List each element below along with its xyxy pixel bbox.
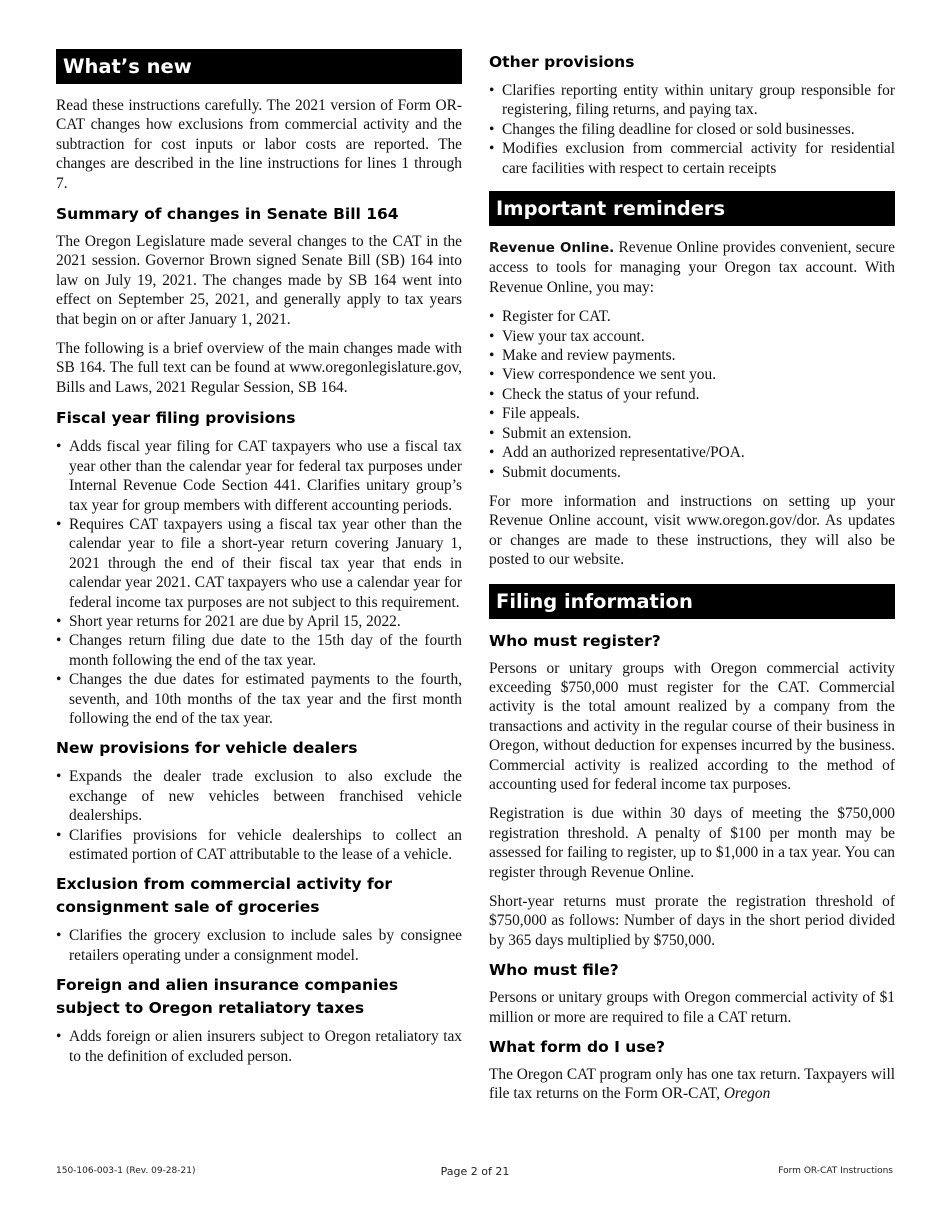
fiscal-list [56, 437, 462, 728]
whats-new-intro: Read these instructions carefully. The 2021 version of Form OR-CAT changes how exclusions from commercial activity and the subtraction for cost inputs or labor costs are reported. The changes are described in the line instructions for lines 1 through 7. [56, 97, 462, 192]
list-item: • Requires CAT taxpayers using a fiscal tax year other than the calendar year to file a short-year return covering January 1, 2021 through the end of their fiscal tax year that ends in calendar year 2021. CAT taxpayers who use a calendar year for federal income tax purposes are not subject to this requirement. [56, 515, 462, 612]
footer-form-code: 150-106-003-1 (Rev. 09-28-21) [56, 1166, 196, 1176]
sb164-heading: Summary of changes in Senate Bill 164 [56, 205, 399, 224]
list-item: • Clarifies the grocery exclusion to include sales by consignee retailers operating under a consignment model. [56, 926, 462, 965]
who-must-file-heading: Who must file? [489, 961, 619, 980]
list-item: • Register for CAT. [489, 307, 895, 326]
insurance-list [56, 1027, 462, 1066]
list-item: • Add an authorized representative/POA. [489, 443, 895, 462]
what-form-paragraph [489, 1065, 895, 1104]
who-must-register-heading: Who must register? [489, 631, 661, 650]
footer-page-number: Page 2 of 21 [440, 1165, 510, 1178]
consignment-heading: Exclusion from commercial activity for consignment sale of groceries [56, 875, 393, 917]
revenue-online-paragraph [489, 238, 895, 297]
list-item: • View correspondence we sent you. [489, 365, 895, 384]
more-info-paragraph: For more information and instructions on setting up your Revenue Online account, visit www.oregon.gov/dor. As updates or changes are made to these instructions, they will also be posted to our website. [489, 492, 895, 569]
list-item: • Adds foreign or alien insurers subject to Oregon retaliatory tax to the definition of excluded person. [56, 1027, 462, 1066]
list-item: • Clarifies provisions for vehicle dealerships to collect an estimated portion of CAT attributable to the lease of a vehicle. [56, 826, 462, 865]
revenue-online-list [489, 307, 895, 482]
filing-information-banner: Filing information [489, 584, 895, 619]
list-item: • Check the status of your refund. [489, 385, 895, 404]
list-item: • Make and review payments. [489, 346, 895, 365]
list-item: • Submit documents. [489, 463, 895, 482]
left-column [56, 49, 462, 1066]
sb164-paragraph-1: The Oregon Legislature made several changes to the CAT in the 2021 session. Governor Brown signed Senate Bill (SB) 164 into law on July 19, 2021. The changes made by SB 164 went into effect on September 25, 2021, and generally apply to tax years that begin on or after January 1, 2021. [56, 233, 462, 328]
register-paragraph-3: Short-year returns must prorate the registration threshold of $750,000 as follows: Number of days in the short period divided by 365 days multiplied by $750,000. [489, 893, 895, 949]
list-item: • Short year returns for 2021 are due by April 15, 2022. [56, 612, 462, 631]
revenue-online-lead: Revenue Online. [489, 240, 615, 257]
list-item: • Submit an extension. [489, 424, 895, 443]
list-item: • Changes the filing deadline for closed or sold businesses. [489, 120, 895, 139]
what-form-heading: What form do I use? [489, 1038, 666, 1057]
revenue-online-text: Revenue Online provides convenient, secure access to tools for managing your Oregon tax account. With Revenue Online, you may: [489, 239, 895, 296]
other-provisions-heading: Other provisions [489, 53, 635, 71]
register-paragraph-1: Persons or unitary groups with Oregon commercial activity exceeding $750,000 must register for the CAT. Commercial activity is the total amount realized by a company from the transactions and activity in the regular course of their business in Oregon, without deduction for expenses incurred by the business. Commercial activity is realized according to the method of accounting used for federal income tax purposes. [489, 659, 895, 793]
footer-document-name: Form OR-CAT Instructions [778, 1166, 893, 1176]
list-item: • Adds fiscal year filing for CAT taxpayers who use a fiscal tax year other than the calendar year for federal tax purposes under Internal Revenue Code Section 441. Clarifies unitary group’s tax year for group members with different accounting periods. [56, 437, 462, 515]
fiscal-heading: Fiscal year filing provisions [56, 409, 296, 428]
list-item: • Changes the due dates for estimated payments to the fourth, seventh, and 10th months of the tax year and the first month following the end of the tax year. [56, 670, 462, 728]
what-form-italic: Oregon [723, 1085, 771, 1103]
consignment-list [56, 926, 462, 965]
sb164-paragraph-2: The following is a brief overview of the main changes made with SB 164. The full text can be found at www.oregonlegislature.gov, Bills and Laws, 2021 Regular Session, SB 164. [56, 340, 462, 396]
vehicle-list [56, 767, 462, 864]
list-item: • File appeals. [489, 404, 895, 423]
right-column [489, 49, 895, 1104]
important-reminders-banner: Important reminders [489, 191, 895, 226]
list-item: • Modifies exclusion from commercial activity for residential care facilities with respect to certain receipts [489, 139, 895, 178]
register-paragraph-2: Registration is due within 30 days of meeting the $750,000 registration threshold. A penalty of $100 per month may be assessed for failing to register, up to $1,000 in a tax year. You can register through Revenue Online. [489, 805, 895, 881]
what-form-text: The Oregon CAT program only has one tax return. Taxpayers will file tax returns on the Form OR-CAT, [489, 1066, 895, 1103]
list-item: • View your tax account. [489, 327, 895, 346]
list-item: • Changes return filing due date to the 15th day of the fourth month following the end of the tax year. [56, 631, 462, 670]
vehicle-heading: New provisions for vehicle dealers [56, 739, 358, 758]
other-provisions-list [489, 81, 895, 178]
list-item: • Clarifies reporting entity within unitary group responsible for registering, filing returns, and paying tax. [489, 81, 895, 120]
insurance-heading: Foreign and alien insurance companies subject to Oregon retaliatory taxes [56, 976, 399, 1018]
who-must-file-paragraph: Persons or unitary groups with Oregon commercial activity of $1 million or more are required to file a CAT return. [489, 989, 895, 1026]
whats-new-banner: What’s new [56, 49, 462, 84]
list-item: • Expands the dealer trade exclusion to also exclude the exchange of new vehicles between franchised vehicle dealerships. [56, 767, 462, 825]
